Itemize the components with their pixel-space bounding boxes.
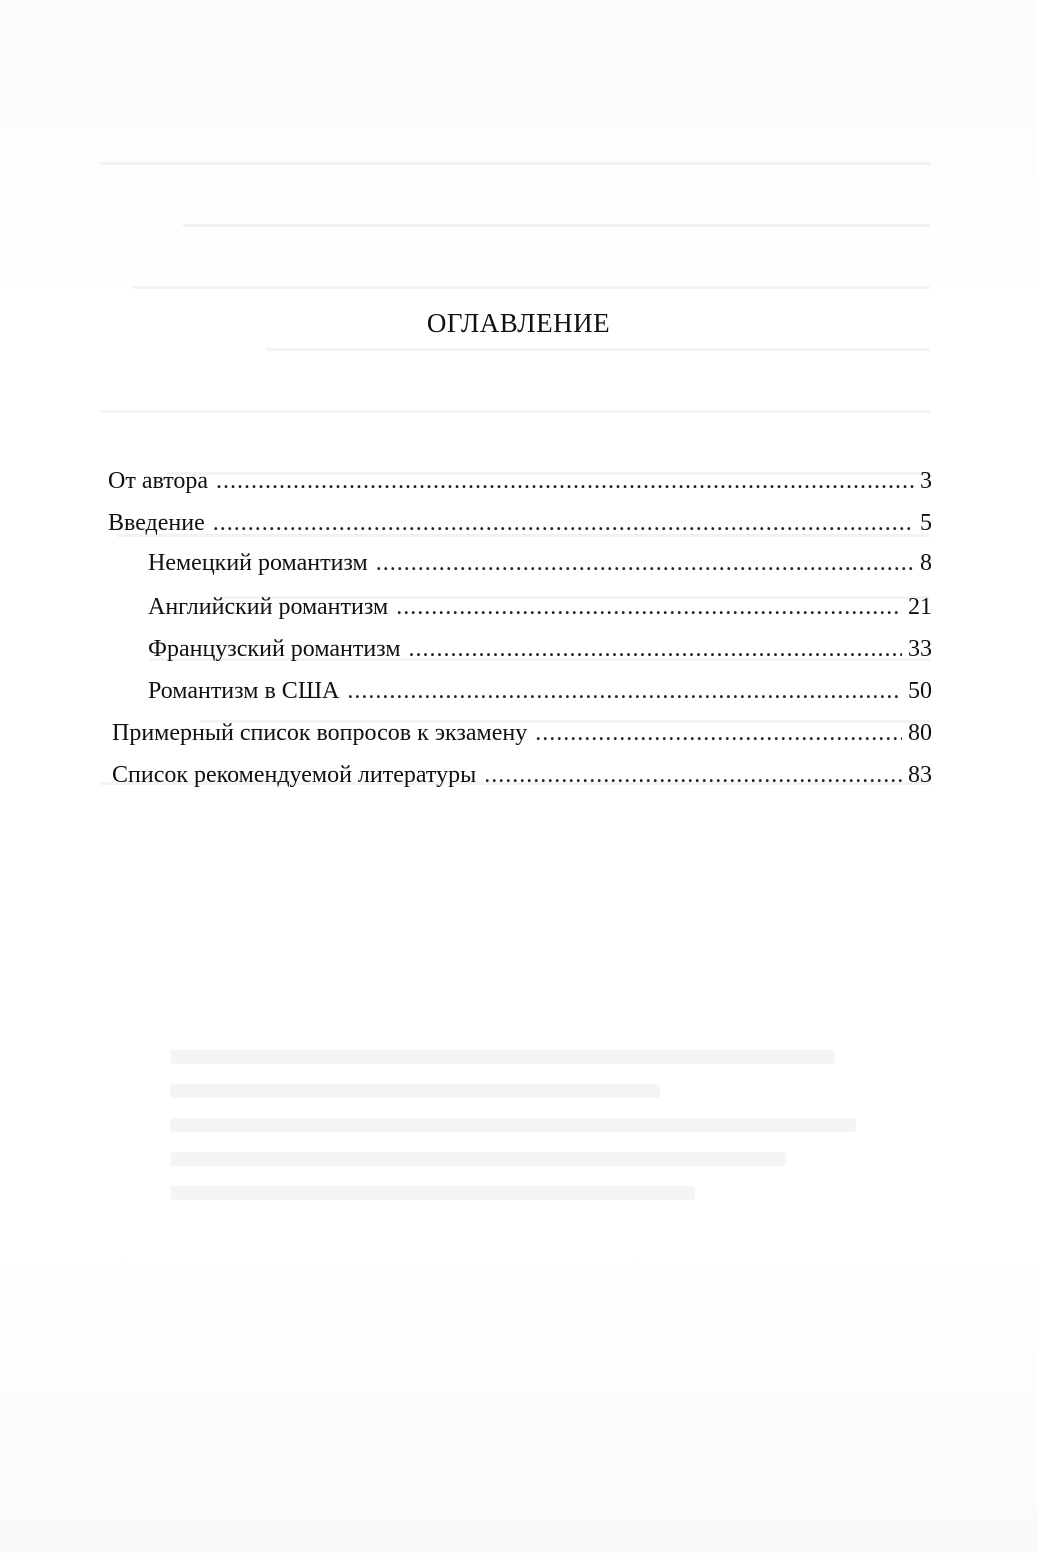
toc-entry-german-romanticism[interactable]: [148, 550, 932, 577]
toc-entry-page: 50: [908, 678, 932, 704]
bleed-through-texture-lower: [170, 1050, 870, 1220]
toc-entry-exam-questions[interactable]: [112, 720, 932, 747]
toc-entry-recommended-literature[interactable]: [112, 762, 932, 789]
toc-dot-leader: [396, 594, 902, 621]
toc-entry-page: 21: [908, 594, 932, 620]
toc-entry-page: 83: [908, 762, 932, 788]
toc-entry-english-romanticism[interactable]: [148, 594, 932, 621]
toc-entry-page: 8: [920, 550, 932, 576]
toc-entry-usa-romanticism[interactable]: [148, 678, 932, 705]
toc-dot-leader: [484, 762, 902, 789]
toc-entry-french-romanticism[interactable]: [148, 636, 932, 663]
toc-entry-page: 33: [908, 636, 932, 662]
toc-dot-leader: [376, 550, 914, 577]
toc-entry-from-author[interactable]: [108, 468, 932, 495]
toc-entry-label: Романтизм в США: [148, 678, 340, 704]
toc-entry-page: 5: [920, 510, 932, 536]
toc-title: ОГЛАВЛЕНИЕ: [426, 308, 611, 338]
toc-entry-label: Введение: [108, 510, 205, 536]
toc-entry-label: Французский романтизм: [148, 636, 401, 662]
toc-dot-leader: [535, 720, 902, 747]
toc-dot-leader: [213, 510, 914, 537]
toc-entry-label: Примерный список вопросов к экзамену: [112, 720, 528, 746]
toc-entry-label: От автора: [108, 468, 209, 494]
toc-entry-label: Английский романтизм: [148, 594, 389, 620]
toc-entry-label: Немецкий романтизм: [148, 550, 368, 576]
toc-entry-page: 80: [908, 720, 932, 746]
toc-entry-label: Список рекомендуемой литературы: [112, 762, 477, 788]
toc-dot-leader: [347, 678, 902, 705]
toc-dot-leader: [216, 468, 914, 495]
toc-dot-leader: [409, 636, 902, 663]
toc-entry-introduction[interactable]: [108, 510, 932, 537]
toc-entry-page: 3: [920, 468, 932, 494]
